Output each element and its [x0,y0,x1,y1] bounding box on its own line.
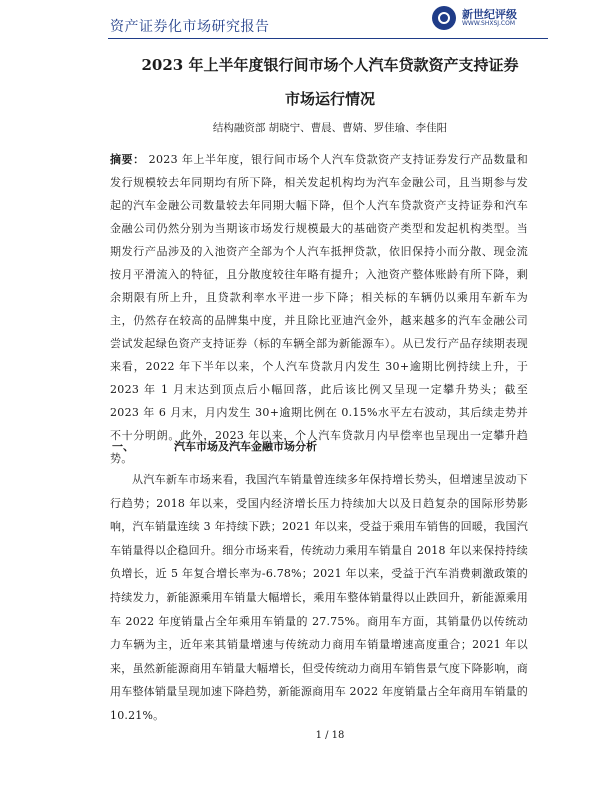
page-number: 1 / 18 [315,730,345,741]
authors-line: 结构融资部 胡晓宁、曹晨、曹婧、罗佳瑜、李佳阳 [212,122,448,134]
document-title-line1: 2023 年上半年度银行间市场个人汽车贷款资产支持证券 [141,56,519,74]
section-number: 一、 [112,440,134,453]
report-series-title: 资产证券化市场研究报告 [110,19,270,35]
logo-icon [432,6,456,30]
company-logo [432,6,542,32]
document-title-line2: 市场运行情况 [284,90,375,108]
abstract-label: 摘要： [110,153,145,166]
logo-name: 新世纪评级 [462,8,517,21]
abstract-text: 2023 年上半年度，银行间市场个人汽车贷款资产支持证券发行产品数量和发行规模较去年同期均有所下降，相关发起机构均为汽车金融公司，且当期参与发起的汽车金融公司数量较去年同期大幅下降，但个人汽车贷款资产支持证券和汽车金融公司仍然分别为当期该市场发行规模最大的基础资产类型和发起机构类型。当期发行产品涉及的入池资产全部为个人汽车抵押贷款，依旧保持小而分散、现金流按月平滑流入的特征，且分散度较往年略有提升；入池资产整体账龄有所下降，剩余期限有所上升，且贷款利率水平进一步下降；相关标的车辆仍以乘用车新车为主，仍然存在较高的品牌集中度，并且除比亚迪汽金外，越来越多的汽车金融公司尝试发起绿色资产支持证券（标的车辆全部为新能源车）。从已发行产品存续期表现来看，2022 年下半年以来，个人汽车贷款月内发生 30+逾期比例持续上升，于 2023 年 1 月末达到顶点后小幅回落，此后该比例又呈现一定攀升势头；截至 2023 年 6 月末，月内发生 30+逾期比例在 0.15%水平左右波动，其后续走势并不十分明朗。此外，2023 年以来，个人汽车贷款月内早偿率也呈现出一定攀升趋势。 [110,153,528,465]
section-title: 汽车市场及汽车金融市场分析 [174,440,317,453]
section-paragraph: 从汽车新车市场来看，我国汽车销量曾连续多年保持增长势头，但增速呈波动下行趋势；2018 年以来，受国内经济增长压力持续加大以及日趋复杂的国际形势影响，汽车销量连续 3 年持续下跌；2021 年以来，受益于乘用车销售的回暖，我国汽车销量得以企稳回升。细分市场来看，传统动力乘用车销量自 2018 年以来保持持续负增长，近 5 年复合增长率为-6.78%；2021 年以来，受益于汽车消费刺激政策的持续发力，新能源乘用车销量大幅增长，乘用车整体销量得以止跌回升，新能源乘用车 2022 年度销量占全年乘用车销量的 27.75%。商用车方面，其销量仍以传统动力车辆为主，近年来其销量增速与传统动力商用车销量增速高度重合；2021 年以来，虽然新能源商用车销量大幅增长，但受传统动力商用车销售景气度下降影响，商用车整体销量呈现加速下降趋势，新能源商用车 2022 年度销量占全年商用车销量的 10.21%。 [110,473,528,722]
header-divider [108,38,548,39]
section-heading [110,438,528,454]
abstract-paragraph [110,148,528,470]
logo-url: WWW.SHXSJ.COM [462,20,516,27]
